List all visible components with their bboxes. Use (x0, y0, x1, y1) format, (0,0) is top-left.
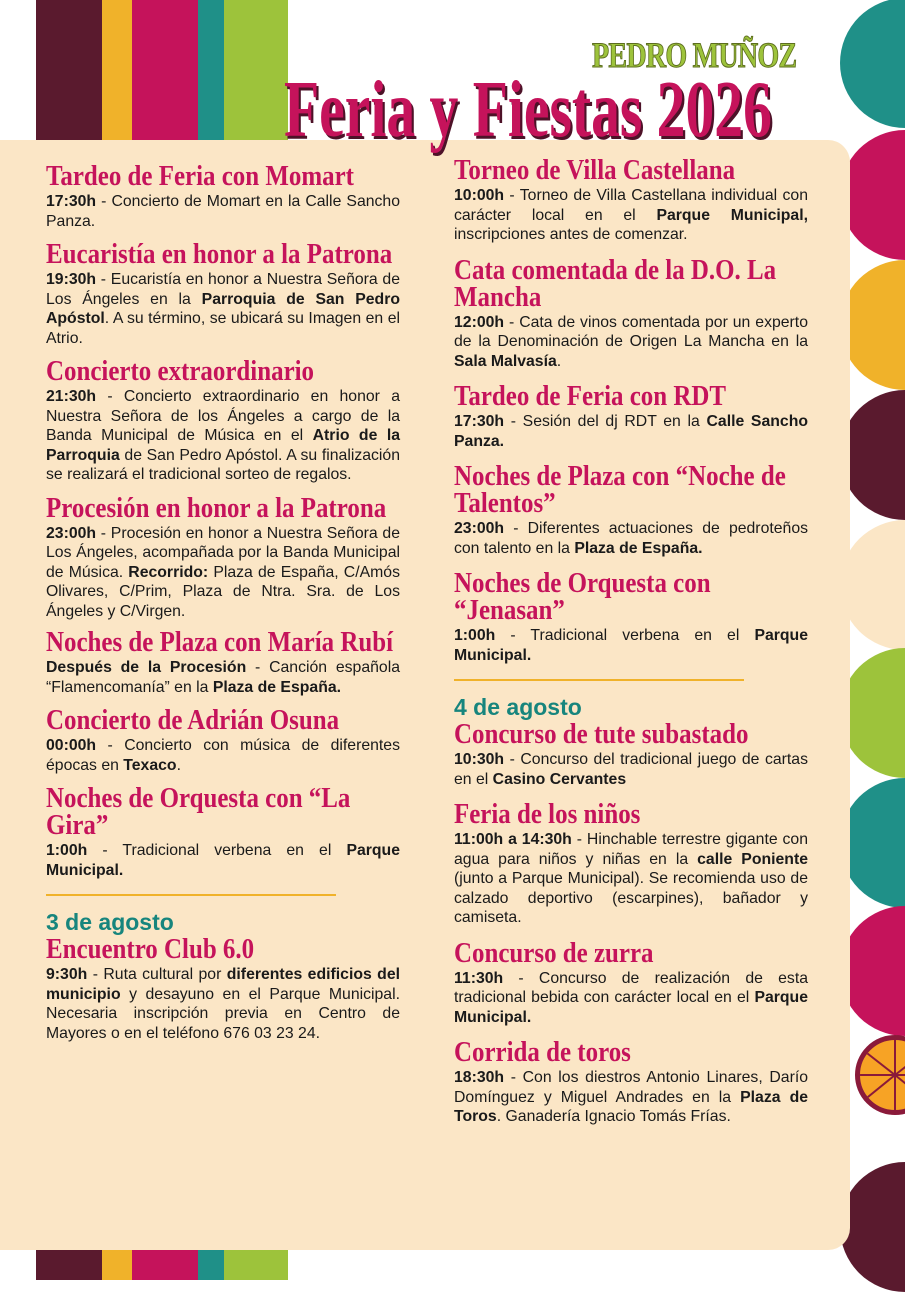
event-title: Feria de los niños (454, 798, 641, 830)
left-column (46, 160, 401, 1043)
event-title: Corrida de toros (454, 1036, 631, 1068)
event-time: 23:00h (454, 520, 505, 537)
event-time: 1:00h (454, 627, 496, 644)
date-heading: 4 de agosto (454, 694, 582, 720)
event-title: Concierto extraordinario (46, 355, 315, 387)
stripe-top-3 (132, 0, 198, 140)
event-title: Concierto de Adrián Osuna (46, 704, 340, 736)
event-item (454, 253, 808, 372)
event-location: Parque Municipal. (46, 842, 400, 879)
stripe-top-2 (102, 0, 132, 140)
stripe-top-5 (224, 0, 288, 140)
event-item (454, 567, 808, 665)
event-location: Parque Municipal. (454, 989, 808, 1026)
event-time: Después de la Procesión (46, 659, 247, 676)
event-title: Concurso de zurra (454, 936, 654, 969)
event-description: 21:30h - Concierto extraordinario en honor a Nuestra Señora de los Ángeles a cargo de la Banda Municipal de Música en el Atrio de la Parroquia de San Pedro Apóstol. A su finalización se realizará el tradicional sorteo de regalos. (46, 388, 400, 483)
event-time: 21:30h (46, 388, 97, 405)
event-title: Eucaristía en honor a la Patrona (46, 238, 393, 270)
event-title: Torneo de Villa Castellana (454, 154, 736, 186)
event-description: 23:00h - Procesión en honor a Nuestra Señora de Los Ángeles, acompañada por la Banda Municipal de Música. Recorrido: Plaza de España, C/Amós Olivares, C/Prim, Plaza de Ntra. Sra. de Los Ángeles y C/Virgen. (46, 524, 400, 620)
event-item (46, 238, 400, 348)
event-location: Atrio de la Parroquia (46, 427, 400, 464)
event-location: Plaza de España. (212, 678, 342, 696)
section-divider (454, 679, 744, 681)
event-description: 10:00h - Torneo de Villa Castellana individual con carácter local en el Parque Municipal, inscripciones antes de comenzar. (454, 187, 808, 243)
stripe-top-4 (198, 0, 224, 140)
event-title: Noches de Orquesta con “La Gira” (46, 782, 351, 841)
event-description: 11:30h - Concurso de realización de esta tradicional bebida con carácter local en el Parque Municipal. (454, 969, 808, 1026)
event-location: calle Poniente (697, 850, 808, 868)
right-column (454, 154, 809, 1127)
ferris-wheel-icon (855, 1035, 905, 1115)
event-description: 9:30h - Ruta cultural por diferentes edificios del municipio y desayuno en el Parque Municipal. Necesaria inscripción previa en Centro de Mayores o en el teléfono 676 03 23 24. (46, 966, 401, 1042)
event-item (46, 355, 400, 485)
event-item (46, 626, 400, 697)
event-item (454, 798, 809, 928)
event-time: 19:30h (46, 271, 97, 288)
event-location: Casino Cervantes (492, 770, 627, 788)
event-time: 11:00h a 14:30h (454, 831, 572, 848)
event-title: Concurso de tute subastado (454, 718, 749, 750)
event-item (46, 704, 400, 775)
event-title: Procesión en honor a la Patrona (46, 491, 387, 524)
event-title: Noches de Plaza con “Noche de Talentos” (454, 460, 786, 519)
section-divider (46, 894, 336, 896)
event-description: 18:30h - Con los diestros Antonio Linares, Darío Domínguez y Miguel Andrades en la Plaza de Toros. Ganadería Ignacio Tomás Frías. (454, 1069, 809, 1125)
event-time: 12:00h (454, 313, 505, 331)
event-item (454, 936, 808, 1028)
event-location: Parque Municipal, (656, 206, 808, 224)
stripe-bottom-5 (224, 1250, 288, 1280)
event-description: 11:00h a 14:30h - Hinchable terrestre gigante con agua para niños y niñas en la calle Poniente (junto a Parque Municipal). Se recomienda uso de calzado deportivo (escarpines), bañador y camiseta. (454, 831, 809, 926)
stripe-bottom-3 (132, 1250, 198, 1280)
date-heading: 3 de agosto (46, 909, 174, 935)
event-description: 17:30h - Concierto de Momart en la Calle Sancho Panza. (46, 193, 400, 230)
event-route-label: Recorrido: (128, 563, 209, 581)
event-title: Tardeo de Feria con Momart (46, 160, 354, 192)
event-time: 11:30h (454, 969, 504, 987)
event-description: 00:00h - Concierto con música de diferentes épocas en Texaco. (46, 737, 400, 774)
circle-teal-1 (840, 0, 905, 128)
stripe-bottom-1 (36, 1250, 102, 1280)
event-description: 1:00h - Tradicional verbena en el Parque Municipal. (454, 627, 808, 664)
event-description: 17:30h - Sesión del dj RDT en la Calle Sancho Panza. (454, 413, 808, 450)
event-time: 17:30h (454, 413, 505, 430)
stripe-bottom-2 (102, 1250, 132, 1280)
event-item (454, 380, 808, 451)
event-time: 23:00h (46, 524, 97, 542)
event-title: Cata comentada de la D.O. La Mancha (454, 253, 777, 313)
event-item (454, 718, 808, 789)
event-time: 1:00h (46, 842, 88, 859)
event-description: 23:00h - Diferentes actuaciones de pedroteños con talento en la Plaza de España. (454, 520, 808, 557)
event-description: 12:00h - Cata de vinos comentada por un experto de la Denominación de Origen La Mancha en la Sala Malvasía. (454, 313, 808, 370)
event-item (46, 160, 400, 231)
event-time: 10:30h (454, 751, 505, 768)
event-item (46, 491, 400, 622)
stripe-bottom-4 (198, 1250, 224, 1280)
event-location: diferentes edificios del municipio (46, 966, 401, 1003)
event-time: 17:30h (46, 193, 97, 210)
event-location: Sala Malvasía (454, 352, 557, 370)
event-location: Parque Municipal. (454, 627, 808, 664)
event-title: Noches de Plaza con María Rubí (46, 626, 394, 658)
page-title: Feria y Fiestas 2026 (284, 66, 772, 154)
event-title: Encuentro Club 6.0 (46, 933, 255, 965)
event-item (454, 1036, 809, 1127)
event-description: 1:00h - Tradicional verbena en el Parque Municipal. (46, 842, 400, 879)
event-location: Parroquia de San Pedro Apóstol (46, 290, 400, 327)
event-location: Calle Sancho Panza. (454, 413, 808, 450)
event-item (454, 460, 808, 558)
event-description: 19:30h - Eucaristía en honor a Nuestra Señora de Los Ángeles en la Parroquia de San Pedro Apóstol. A su término, se ubicará su Imagen en el Atrio. (46, 271, 400, 347)
event-item (46, 933, 401, 1043)
town-name: PEDRO MUÑOZ (592, 35, 797, 75)
event-item (46, 782, 400, 880)
event-time: 9:30h (46, 966, 88, 983)
event-title: Tardeo de Feria con RDT (454, 380, 727, 412)
stripe-top-1 (36, 0, 102, 140)
event-title: Noches de Orquesta con “Jenasan” (454, 567, 711, 626)
event-location: Texaco (123, 756, 177, 774)
event-location: Plaza de Toros (454, 1088, 809, 1125)
event-time: 10:00h (454, 187, 505, 204)
event-location: Plaza de España. (574, 539, 703, 557)
event-time: 00:00h (46, 737, 97, 754)
event-description: Después de la Procesión - Canción española “Flamencomanía” en la Plaza de España. (46, 659, 400, 696)
event-item (454, 154, 808, 245)
event-description: 10:30h - Concurso del tradicional juego de cartas en el Casino Cervantes (454, 751, 808, 788)
event-time: 18:30h (454, 1069, 505, 1086)
